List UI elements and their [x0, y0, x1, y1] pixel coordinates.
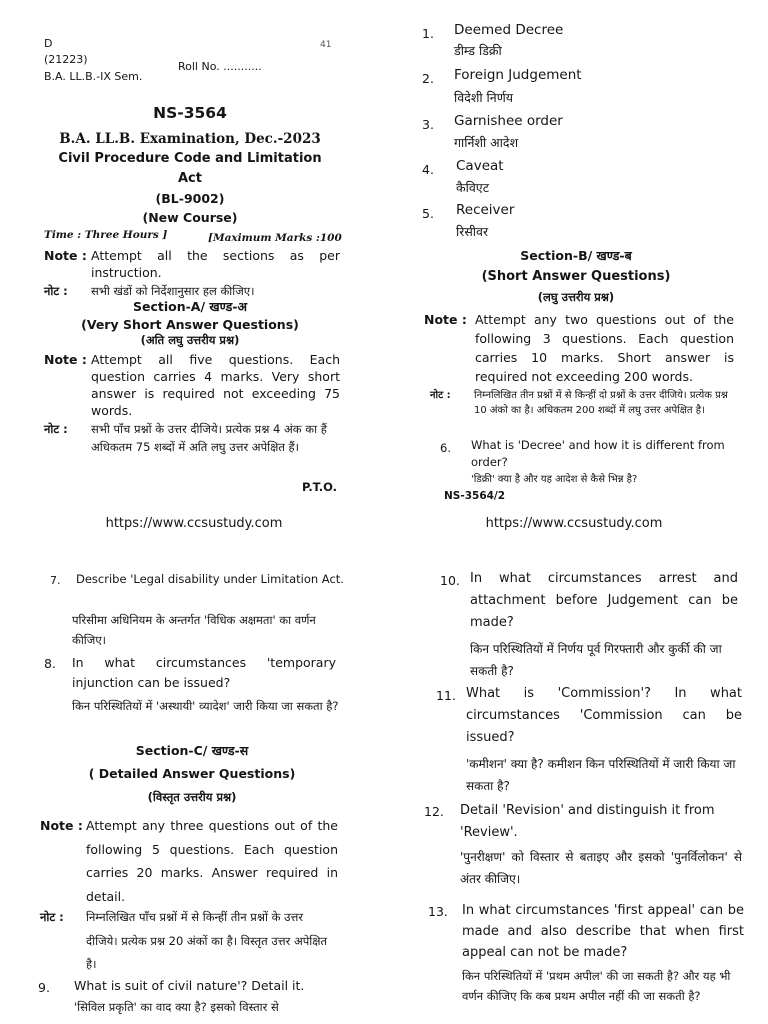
page-1 — [0, 0, 384, 545]
section-b-subtitle-hindi: (लघु उत्तरीय प्रश्न) — [537, 290, 615, 304]
question-number: 13. — [428, 904, 448, 919]
note-text-hindi: निम्नलिखित तीन प्रश्नों में से किन्हीं दो प्रश्नों के उत्तर दीजिये। प्रत्येक प्रश्न 10 अंको का है। अधिकतम 200 शब्दों में लघु उत्तर अपेक्षित है। — [474, 390, 728, 416]
question-number: 4. — [422, 162, 434, 177]
question-11-text: What is 'Commission'? In what circumstances 'Commission can be issued? — [466, 686, 742, 745]
note-label-hindi: नोट : — [430, 390, 451, 401]
question-number: 6. — [440, 441, 451, 455]
question-12-text-hindi: 'पुनरीक्षण' को विस्तार से बताइए और इसको 'पुनर्विलोकन' से अंतर कीजिए। — [460, 850, 742, 886]
note-text-hindi: निम्नलिखित पाँच प्रश्नों में से किन्हीं तीन प्रश्नों के उत्तर दीजिये। प्रत्येक प्रश्न 20 अंकों का है। विस्तृत उत्तर अपेक्षित है। — [86, 910, 328, 971]
question-number: 9. — [38, 980, 50, 995]
note-text: Attempt any two questions out of the following 3 questions. Each question carries 10 marks. Short answer is required not exceeding 200 words. — [475, 312, 734, 384]
section-a-title: Section-A/ खण्ड-अ — [132, 299, 247, 314]
question-text-hindi: विदेशी निर्णय — [454, 90, 513, 105]
note-label: Note : — [44, 248, 87, 263]
course-label: B.A. LL.B.-IX Sem. — [44, 70, 143, 83]
question-text-hindi: डीम्ड डिक्री — [454, 43, 502, 58]
footer-page-code: NS-3564/2 — [444, 490, 506, 502]
question-11-text-hindi: 'कमीशन' क्या है? कमीशन किन परिस्थितियों में जारी किया जा सकता है? — [466, 757, 736, 793]
time-label: Time : Three Hours ] — [44, 229, 168, 241]
question-text: Garnishee order — [454, 113, 563, 129]
question-text: Deemed Decree — [454, 22, 564, 38]
section-c-subtitle: ( Detailed Answer Questions) — [88, 766, 296, 781]
page-3 — [0, 558, 384, 1024]
section-b-title: Section-B/ खण्ड-ब — [520, 248, 632, 263]
question-text-hindi: गार्निशी आदेश — [454, 135, 519, 150]
section-a-subtitle-hindi: (अति लघु उत्तरीय प्रश्न) — [140, 333, 240, 347]
stray-mark: 41 — [320, 40, 332, 50]
question-text: Caveat — [456, 158, 504, 174]
question-6-text: What is 'Decree' and how it is different from order? — [471, 438, 725, 469]
question-number: 8. — [44, 656, 56, 671]
question-6-text-hindi: 'डिक्री' क्या है और यह आदेश से कैसे भिन्न है? — [471, 474, 638, 485]
question-text-hindi: रिसीवर — [456, 224, 489, 239]
question-number: 1. — [422, 26, 434, 41]
set-letter: D — [44, 37, 53, 50]
question-number: 5. — [422, 206, 434, 221]
subject-line-1: Civil Procedure Code and Limitation — [58, 151, 322, 166]
max-marks-label: [Maximum Marks :100 — [208, 232, 342, 244]
question-number: 11. — [436, 688, 456, 703]
note-text-hindi: सभी पाँच प्रश्नों के उत्तर दीजिये। प्रत्येक प्रश्न 4 अंक का हैं अधिकतम 75 शब्दों में अति लघु उत्तर अपेक्षित हैं। — [91, 422, 327, 454]
question-number: 3. — [422, 117, 434, 132]
roll-number-label: Roll No. ........... — [178, 60, 262, 73]
question-7-text-hindi: परिसीमा अधिनियम के अन्तर्गत 'विधिक अक्षमता' का वर्णन कीजिए। — [72, 613, 316, 647]
note-label: Note : — [44, 352, 87, 367]
footer-url: https://www.ccsustudy.com — [485, 516, 663, 531]
note-text: Attempt all the sections as per instruction. — [91, 248, 340, 280]
section-b-subtitle: (Short Answer Questions) — [481, 269, 671, 284]
footer-url: https://www.ccsustudy.com — [105, 516, 283, 531]
note-text-hindi: सभी खंडों को निर्देशानुसार हल कीजिए। — [91, 284, 255, 298]
subject-line-2: Act — [178, 171, 202, 186]
section-c-title: Section-C/ खण्ड-स — [135, 743, 249, 758]
question-number: 12. — [424, 804, 444, 819]
question-8-text-hindi: किन परिस्थितियों में 'अस्थायी' व्यादेश' जारी किया जा सकता है? — [72, 699, 339, 713]
section-c-subtitle-hindi: (विस्तृत उत्तरीय प्रश्न) — [147, 790, 237, 804]
note-label-hindi: नोट : — [44, 284, 68, 298]
question-text-hindi: कैविएट — [456, 180, 490, 195]
paper-code: NS-3564 — [153, 104, 227, 122]
question-number: 7. — [50, 574, 61, 587]
question-8-text: In what circumstances 'temporary injunction can be issued? — [72, 655, 336, 690]
note-text: Attempt any three questions out of the following 5 questions. Each question carries 20 marks. Answer required in detail. — [86, 818, 338, 904]
question-7-text: Describe 'Legal disability under Limitation Act. — [76, 572, 344, 586]
exam-title: B.A. LL.B. Examination, Dec.-2023 — [59, 131, 321, 147]
question-10-text-hindi: किन परिस्थितियों में निर्णय पूर्व गिरफ्तारी और कुर्की की जा सकती है? — [470, 642, 722, 678]
question-9-text: What is suit of civil nature'? Detail it. — [74, 978, 305, 993]
subject-code: (BL-9002) — [155, 191, 225, 206]
note-label-hindi: नोट : — [40, 910, 64, 924]
question-text: Foreign Judgement — [454, 67, 582, 83]
question-12-text: Detail 'Revision' and distinguish it from 'Review'. — [460, 803, 715, 840]
note-text: Attempt all five questions. Each question carries 4 marks. Very short answer is required not exceeding 75 words. — [91, 352, 340, 418]
question-number: 2. — [422, 71, 434, 86]
question-13-text-hindi: किन परिस्थितियों में 'प्रथम अपील' की जा सकती है? और यह भी वर्णन कीजिए कि कब प्रथम अपील नहीं की जा सकती है? — [462, 969, 731, 1003]
note-label: Note : — [424, 312, 467, 327]
question-13-text: In what circumstances 'first appeal' can be made and also describe that when first appeal can not be made? — [462, 903, 744, 960]
question-text: Receiver — [456, 202, 515, 218]
page-2 — [384, 0, 768, 545]
page-4 — [384, 558, 768, 1024]
exam-code: (21223) — [44, 53, 88, 66]
note-label: Note : — [40, 818, 83, 833]
question-9-text-hindi: 'सिविल प्रकृति' का वाद क्या है? इसको विस्तार से — [74, 1000, 279, 1014]
course-scheme: (New Course) — [142, 210, 238, 225]
section-a-subtitle: (Very Short Answer Questions) — [81, 317, 299, 332]
pto-label: P.T.O. — [302, 480, 338, 494]
question-10-text: In what circumstances arrest and attachment before Judgement can be made? — [470, 571, 738, 630]
note-label-hindi: नोट : — [44, 422, 68, 436]
question-number: 10. — [440, 573, 460, 588]
